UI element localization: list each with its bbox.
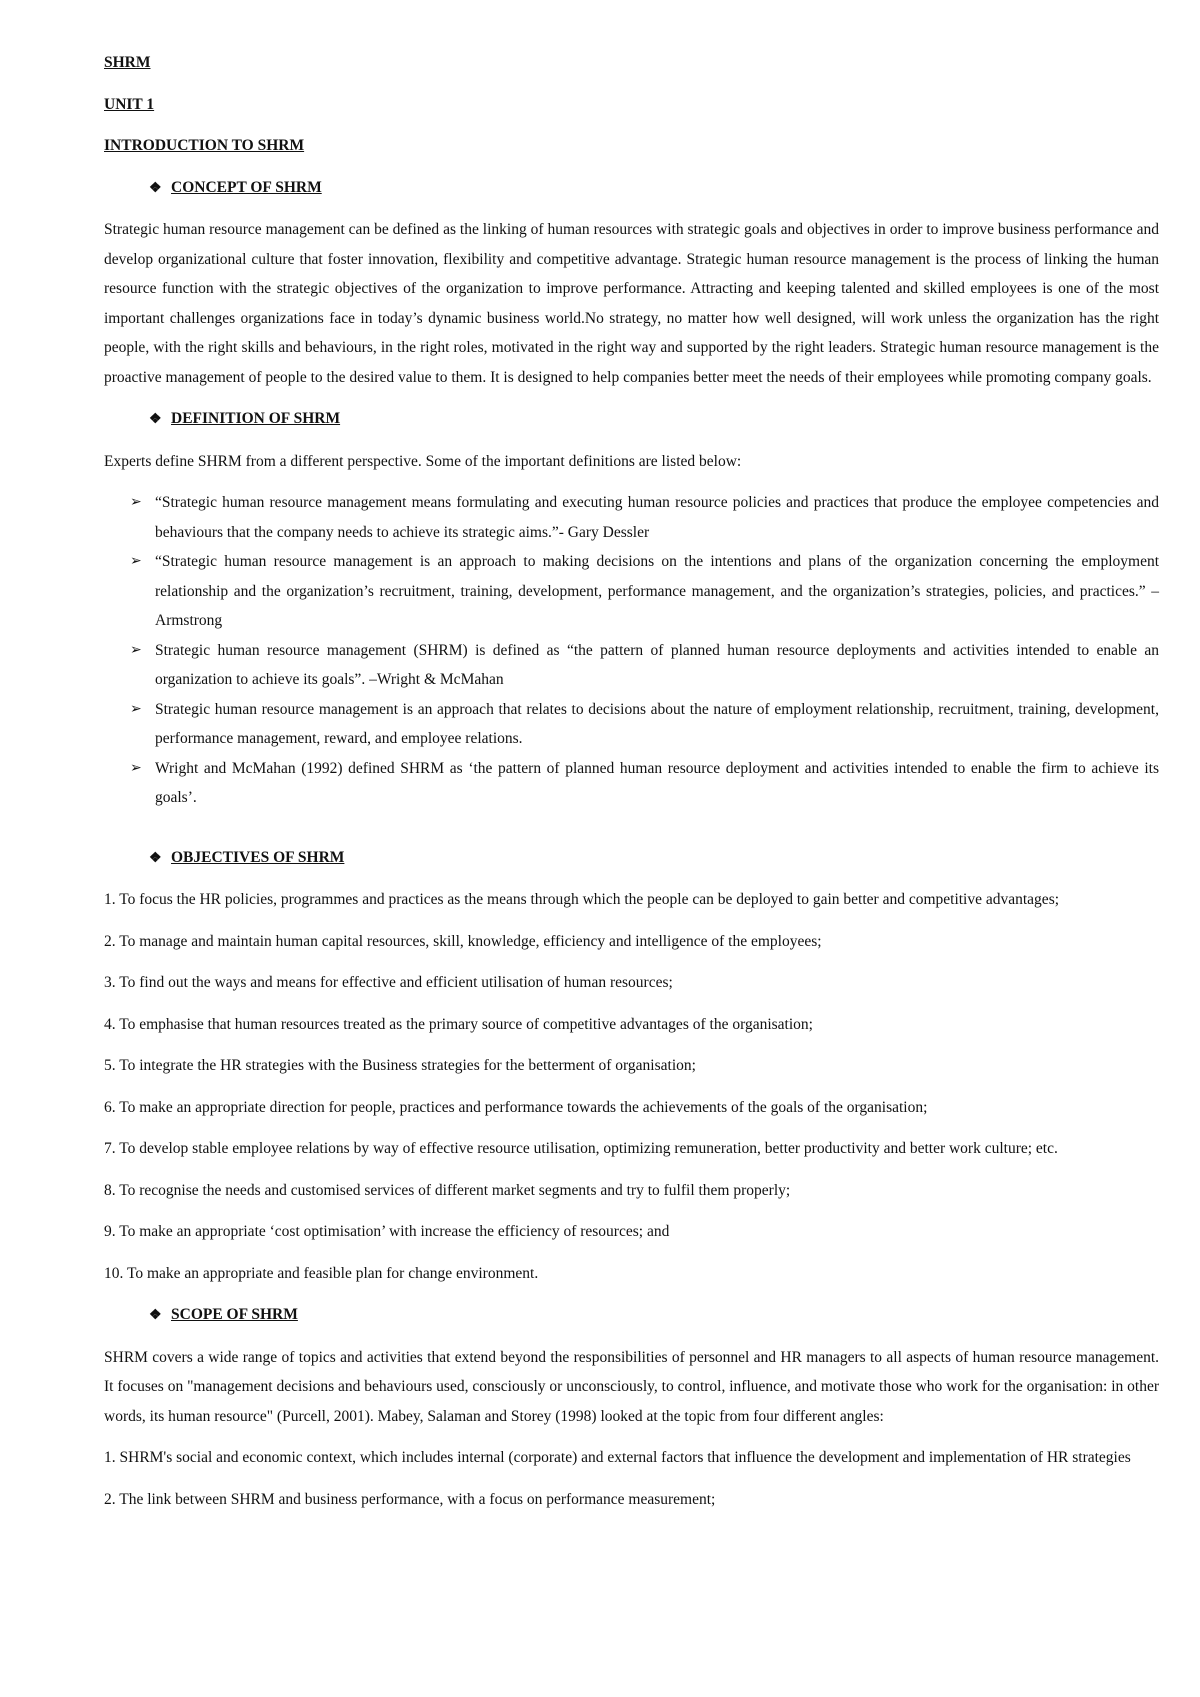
- scope-item: 1. SHRM's social and economic context, which includes internal (corporate) and external factors that influence the development and implementation of HR strategies: [104, 1449, 1131, 1466]
- objective-item: 6. To make an appropriate direction for people, practices and performance towards the achievements of the goals of the organisation;: [104, 1098, 928, 1116]
- arrow-bullet-icon: ➢: [130, 642, 142, 658]
- objective-item: 8. To recognise the needs and customised services of different market segments and try to fulfil them properly;: [104, 1181, 791, 1199]
- list-item: ➢ Strategic human resource management is an approach that relates to decisions about the nature of employment relationship, recruitment, training, development, performance management, reward, and employee relations.: [104, 695, 1159, 754]
- objective-item: 1. To focus the HR policies, programmes and practices as the means through which the people can be deployed to gain better and competitive advantages;: [104, 891, 1060, 908]
- unit-label: UNIT 1: [104, 95, 155, 113]
- list-item: ➢ Strategic human resource management (SHRM) is defined as “the pattern of planned human resource deployments and activities intended to enable an organization to achieve its goals”. –Wright & McMahan: [104, 636, 1159, 695]
- diamond-bullet-icon: ❖: [149, 180, 162, 196]
- diamond-bullet-icon: ❖: [149, 412, 162, 427]
- objective-item: 2. To manage and maintain human capital resources, skill, knowledge, efficiency and intelligence of the employees;: [104, 932, 822, 950]
- scope-paragraph: SHRM covers a wide range of topics and activities that extend beyond the responsibilities of personnel and HR managers to all aspects of human resource management. It focuses on "management decisions and behaviours used, consciously or unconsciously, to control, influence, and motivate those who work for the organisation: in other words, its human resource" (Purcell, 2001). Mabey, Salaman and Storey (1998) looked at the topic from four different angles:: [104, 1348, 1159, 1425]
- section-heading-objectives: ❖ OBJECTIVES OF SHRM: [149, 843, 1159, 874]
- chapter-title: INTRODUCTION TO SHRM: [104, 137, 305, 154]
- objective-item: 7. To develop stable employee relations by way of effective resource utilisation, optimizing remuneration, better productivity and better work culture; etc.: [104, 1140, 1058, 1157]
- section-heading-concept: ❖ CONCEPT OF SHRM: [149, 173, 1159, 204]
- spacer: [104, 825, 1159, 843]
- scope-item: 2. The link between SHRM and business performance, with a focus on performance measurement;: [104, 1490, 716, 1508]
- diamond-bullet-icon: ❖: [149, 1308, 162, 1323]
- list-item: ➢ “Strategic human resource management means formulating and executing human resource policies and practices that produce the employee competencies and behaviours that the company needs to achieve its strategic aims.”- Gary Dessler: [104, 488, 1159, 547]
- document-title: SHRM: [104, 54, 151, 71]
- section-heading-definition: ❖ DEFINITION OF SHRM: [149, 404, 1159, 435]
- section-heading-scope: ❖ SCOPE OF SHRM: [149, 1300, 1159, 1331]
- objective-item: 4. To emphasise that human resources treated as the primary source of competitive advantages of the organisation;: [104, 1015, 813, 1033]
- arrow-bullet-icon: ➢: [130, 760, 142, 776]
- diamond-bullet-icon: ❖: [149, 850, 162, 866]
- definition-intro: Experts define SHRM from a different perspective. Some of the important definitions are listed below:: [104, 452, 742, 470]
- list-item: ➢ Wright and McMahan (1992) defined SHRM as ‘the pattern of planned human resource deployment and activities intended to enable the firm to achieve its goals’.: [104, 754, 1159, 813]
- objective-item: 10. To make an appropriate and feasible plan for change environment.: [104, 1264, 539, 1282]
- objective-item: 5. To integrate the HR strategies with the Business strategies for the betterment of organisation;: [104, 1057, 696, 1074]
- concept-paragraph: Strategic human resource management can be defined as the linking of human resources with strategic goals and objectives in order to improve business performance and develop organizational culture that foster innovation, flexibility and competitive advantage. Strategic human resource management is the process of linking the human resource function with the strategic objectives of the organization to improve performance. Attracting and keeping talented and skilled employees is one of the most important challenges organizations face in today’s dynamic business world.No strategy, no matter how well designed, will work unless the organization has the right people, with the right skills and behaviours, in the right roles, motivated in the right way and supported by the right leaders. Strategic human resource management is the proactive management of people to the desired value to them. It is designed to help companies better meet the needs of their employees while promoting company goals.: [104, 221, 1159, 386]
- arrow-bullet-icon: ➢: [130, 701, 142, 717]
- definition-list: [104, 488, 1159, 813]
- list-item: ➢ “Strategic human resource management is an approach to making decisions on the intentions and plans of the organization concerning the employment relationship and the organization’s recruitment, training, development, performance management, and the organization’s strategies, policies, and practices.” – Armstrong: [104, 547, 1159, 636]
- objective-item: 3. To find out the ways and means for effective and efficient utilisation of human resources;: [104, 974, 673, 991]
- objective-item: 9. To make an appropriate ‘cost optimisation’ with increase the efficiency of resources; and: [104, 1223, 670, 1240]
- document-page: [104, 48, 1159, 1526]
- arrow-bullet-icon: ➢: [130, 554, 142, 569]
- arrow-bullet-icon: ➢: [130, 495, 142, 510]
